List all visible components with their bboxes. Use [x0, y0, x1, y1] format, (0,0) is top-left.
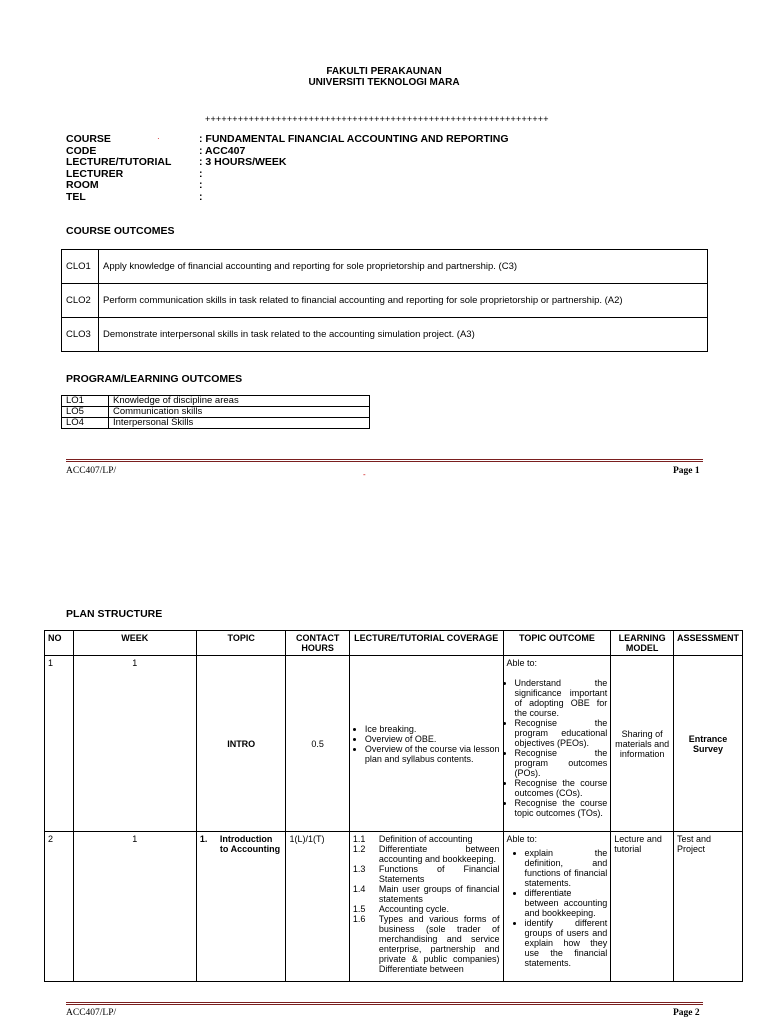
info-value: :: [199, 167, 203, 180]
cell-coverage: [349, 832, 503, 982]
header-divider: +++++++++++++++++++++++++++++++++++++++++++++++++++++++++++++++: [205, 114, 549, 124]
item-number: 1.6: [352, 914, 366, 924]
list-item: • Overview of the course via lesson plan and syllabus contents.: [365, 744, 500, 764]
lo-code: LO5: [62, 407, 109, 418]
course-outcomes-title: COURSE OUTCOMES: [66, 225, 175, 237]
list-item: [353, 844, 500, 864]
info-label: LECTURE/TUTORIAL: [66, 156, 172, 168]
list-item: • Ice breaking.: [365, 724, 500, 734]
list-item: • Recognise the program outcomes (POs).: [515, 748, 608, 778]
list-item: • Recognise the course outcomes (COs).: [515, 778, 608, 798]
cell-topic: [196, 832, 286, 982]
item-text: Main user groups of financial statements: [378, 884, 500, 904]
list-item: [353, 914, 500, 974]
clo-text: Perform communication skills in task related to financial accounting and reporting for sole proprietorship or partnership. (A2): [99, 284, 708, 318]
coverage-list: [353, 724, 500, 764]
list-item: [353, 864, 500, 884]
cell-assessment: Test and Project: [673, 832, 742, 982]
outcome-intro: Able to:: [506, 834, 538, 844]
cell-coverage: [349, 656, 503, 832]
cell-outcome: [503, 656, 611, 832]
table-row: [45, 832, 743, 982]
table-row: [62, 284, 708, 318]
cell-hours: 0.5: [286, 656, 349, 832]
faculty-title: FAKULTI PERAKAUNAN: [326, 66, 442, 77]
table-row: [62, 418, 370, 429]
item-text: Definition of accounting: [378, 834, 473, 844]
list-item: • identify different groups of users and explain how they use the financial statements.: [525, 918, 608, 968]
list-item: • Overview of OBE.: [365, 734, 500, 744]
outcome-intro: Able to:: [506, 658, 538, 668]
table-header-row: [45, 631, 743, 656]
footer-doc-code: ACC407/LP/: [66, 1008, 117, 1018]
cell-no: 1: [45, 656, 74, 832]
lo-code: LO4: [62, 418, 109, 429]
lo-text: Knowledge of discipline areas: [109, 396, 370, 407]
item-number: 1.4: [352, 884, 366, 894]
footer-page-number: Page 1: [673, 466, 700, 476]
clo-text: Apply knowledge of financial accounting and reporting for sole proprietorship and partnership. (C3): [99, 250, 708, 284]
item-text: Differentiate between accounting and bookkeeping.: [378, 844, 500, 864]
footer-page-number: Page 2: [673, 1008, 700, 1018]
col-header-learning-model: LEARNING MODEL: [611, 631, 674, 656]
learning-outcomes-table: [61, 395, 370, 429]
col-header-assessment: ASSESSMENT: [673, 631, 742, 656]
col-header-no: NO: [45, 631, 74, 656]
info-row-lecturer: [66, 169, 509, 181]
university-title: UNIVERSITI TEKNOLOGI MARA: [308, 77, 460, 88]
clo-text: Demonstrate interpersonal skills in task related to the accounting simulation project. (A3): [99, 318, 708, 352]
item-number: 1.5: [352, 904, 366, 914]
topic-name: Introduction to Accounting: [219, 834, 281, 854]
lo-text: Interpersonal Skills: [109, 418, 370, 429]
info-value: : ACC407: [199, 144, 246, 157]
info-label: COURSE: [66, 133, 111, 145]
clo-code: CLO1: [62, 250, 99, 284]
course-info: [66, 134, 509, 203]
col-header-week: WEEK: [73, 631, 196, 656]
info-row-tel: [66, 192, 509, 204]
outcome-list: [507, 848, 608, 968]
outcome-list: [507, 678, 608, 818]
topic-entry: [200, 834, 283, 854]
list-item: • differentiate between accounting and bookkeeping.: [525, 888, 608, 918]
list-item: • Recognise the course topic outcomes (TOs).: [515, 798, 608, 818]
item-text: Functions of Financial Statements: [378, 864, 500, 884]
footer-rule: [66, 459, 703, 462]
clo-code: CLO3: [62, 318, 99, 352]
item-text: Types and various forms of business (sole trader of merchandising and service enterprise, partnership and private & public companies) Differentiate between: [378, 914, 500, 974]
info-value: : FUNDAMENTAL FINANCIAL ACCOUNTING AND REPORTING: [199, 133, 509, 145]
item-text: Accounting cycle.: [378, 904, 449, 914]
cell-hours: 1(L)/1(T): [286, 832, 349, 982]
table-row: [62, 250, 708, 284]
cell-week: 1: [73, 832, 196, 982]
info-value: : 3 HOURS/WEEK: [199, 156, 287, 168]
col-header-topic: TOPIC: [196, 631, 286, 656]
cell-week: 1: [73, 656, 196, 832]
col-header-topic-outcome: TOPIC OUTCOME: [503, 631, 611, 656]
info-value: :: [199, 190, 203, 203]
table-row: [45, 656, 743, 832]
info-row-room: [66, 180, 509, 192]
item-number: 1.3: [352, 864, 366, 874]
list-item: [353, 904, 500, 914]
cell-outcome: [503, 832, 611, 982]
item-number: 1.2: [352, 844, 366, 854]
col-header-contact-hours: CONTACT HOURS: [286, 631, 349, 656]
course-outcomes-table: [61, 249, 708, 352]
cell-topic: INTRO: [196, 656, 286, 832]
info-label: TEL: [66, 190, 86, 203]
learning-outcomes-title: PROGRAM/LEARNING OUTCOMES: [66, 373, 243, 385]
plan-structure-title: PLAN STRUCTURE: [66, 608, 163, 620]
info-label: CODE: [66, 144, 97, 157]
list-item: • Understand the significance important of adopting OBE for the course.: [515, 678, 608, 718]
list-item: • Recognise the program educational objectives (PEOs).: [515, 718, 608, 748]
info-row-lecture: [66, 157, 509, 169]
list-item: [353, 884, 500, 904]
red-dot-mark: -: [363, 470, 366, 479]
table-row: [62, 318, 708, 352]
red-dot-mark: ·: [157, 134, 160, 143]
coverage-list: [353, 834, 500, 974]
table-row: [62, 407, 370, 418]
clo-code: CLO2: [62, 284, 99, 318]
info-row-course: [66, 134, 509, 146]
info-label: LECTURER: [66, 167, 124, 180]
list-item: • explain the definition, and functions of financial statements.: [525, 848, 608, 888]
col-header-coverage: LECTURE/TUTORIAL COVERAGE: [349, 631, 503, 656]
info-value: :: [199, 179, 203, 191]
lo-code: LO1: [62, 396, 109, 407]
cell-no: 2: [45, 832, 74, 982]
footer-rule: [66, 1002, 703, 1005]
table-row: [62, 396, 370, 407]
topic-number: 1.: [199, 834, 208, 844]
plan-structure-table: [44, 630, 743, 982]
list-item: [353, 834, 500, 844]
cell-assessment: Entrance Survey: [673, 656, 742, 832]
footer-doc-code: ACC407/LP/: [66, 466, 117, 476]
cell-model: Lecture and tutorial: [611, 832, 674, 982]
lo-text: Communication skills: [109, 407, 370, 418]
item-number: 1.1: [352, 834, 366, 844]
info-label: ROOM: [66, 179, 99, 191]
cell-model: Sharing of materials and information: [611, 656, 674, 832]
